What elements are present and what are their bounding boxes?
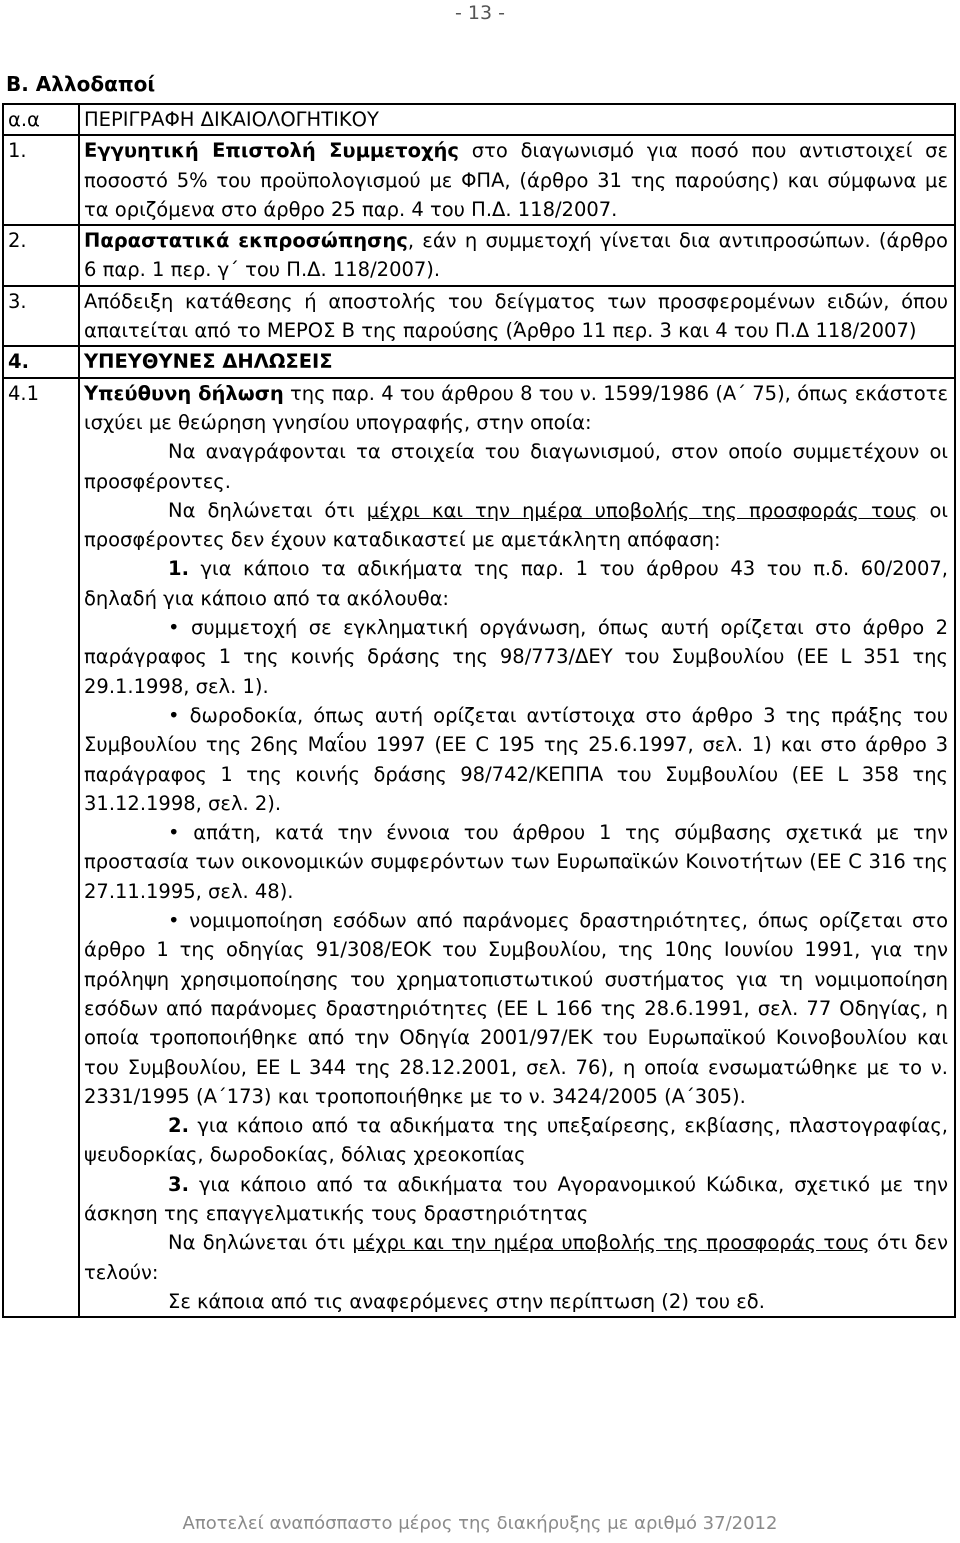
item-text: για κάποιο από τα αδικήματα του Αγορανομικού Κώδικα, σχετικό με την άσκηση της επαγγελματικής τους δραστηριότητας [84,1172,948,1225]
table-row [3,225,955,286]
bullet-item [84,818,948,906]
row-text [79,135,955,225]
header-description: ΠΕΡΙΓΡΑΦΗ ΔΙΚΑΙΟΛΟΓΗΤΙΚΟΥ [79,104,955,135]
table-row [3,286,955,347]
bullet-text: δωροδοκία, όπως αυτή ορίζεται αντίστοιχα στο άρθρο 3 της πράξης του Συμβουλίου της 26ης Μαΐου 1997 (ΕΕ C 195 της 25.6.1997, σελ. 1) και στο άρθρο 3 παράγραφος 1 της κοινής δράσης 98/742/ΚΕΠΠΑ του Συμβουλίου (ΕΕ L 358 της 31.12.1998, σελ. 2). [84,703,948,815]
footer-text: Αποτελεί αναπόσπαστο μέρος της διακήρυξης με αριθμό 37/2012 [182,1513,778,1534]
row-number: 2. [3,225,79,286]
list-item [84,1170,948,1229]
row-number: 4. [3,346,79,377]
bullet-text: νομιμοποίηση εσόδων από παράνομες δραστηριότητες, όπως ορίζεται στο άρθρο 1 της οδηγίας 91/308/ΕΟΚ του Συμβουλίου, της 10ης Ιουνίου 1991, για την πρόληψη χρησιμοποίησης του χρηματοπιστωτικού συστήματος για τη νομιμοποίηση εσόδων από παράνομες δραστηριότητες (ΕΕ L 166 της 28.6.1991, σελ. 77 Οδηγίας, η οποία τροποποιήθηκε από την Οδηγία 2001/97/ΕΚ του Ευρωπαϊκού Κοινοβουλίου και του Συμβουλίου, ΕΕ L 344 της 28.12.2001, σελ. 76), η οποία ενσωματώθηκε με το ν. 2331/1995 (Α΄173) και τροποποιήθηκε με το ν. 3424/2005 (Α΄305). [84,909,949,1108]
bullet-icon: • [168,909,180,933]
underlined-text: μέχρι και την ημέρα υποβολής της προσφοράς τους [366,498,918,522]
declaration-text [79,378,955,1318]
paragraph-text: ότι δεν τελούν: [84,1231,949,1284]
paragraph: Να αναγράφονται τα στοιχεία του διαγωνισμού, στον οποίο συμμετέχουν οι προσφέροντες. [84,440,948,493]
requirements-table [2,103,956,1318]
bold-term: Παραστατικά εκπροσώπησης [84,229,408,253]
paragraph: Σε κάποια από τις αναφερόμενες στην περίπτωση (2) του εδ. [168,1289,765,1313]
bullet-icon: • [168,821,180,845]
paragraph-text: οι προσφέροντες δεν έχουν καταδικαστεί με αμετάκλητη απόφαση: [84,498,948,552]
section-title: B. Αλλοδαποί [6,72,156,96]
bullet-text: απάτη, κατά την έννοια του άρθρου 1 της σύμβασης σχετικά με την προστασία των οικονομικών συμφερόντων των Ευρωπαϊκών Κοινοτήτων (ΕΕ C 316 της 27.11.1995, σελ. 48). [84,821,948,903]
row-number: 1. [3,135,79,225]
section-heading: ΥΠΕΥΘΥΝΕΣ ΔΗΛΩΣΕΙΣ [79,346,955,377]
row-number: 4.1 [3,378,79,1318]
bold-term: Εγγυητική Επιστολή Συμμετοχής [84,139,459,163]
row-number: 3. [3,286,79,347]
row-text: Απόδειξη κατάθεσης ή αποστολής του δείγματος των προσφερομένων ειδών, όπου απαιτείται από το ΜΕΡΟΣ Β της παρούσης (Άρθρο 11 περ. 3 και 4 του Π.Δ 118/2007) [79,286,955,347]
item-text: για κάποιο τα αδικήματα της παρ. 1 του άρθρου 43 του π.δ. 60/2007, δηλαδή για κάποιο από τα ακόλουθα: [84,557,948,610]
declaration-intro [84,379,948,438]
bullet-item [84,613,948,701]
table-row [3,378,955,1318]
item-number: 3. [168,1172,189,1196]
bullet-item [84,906,948,1111]
intro-text: της παρ. 4 του άρθρου 8 του ν. 1599/1986 (Α΄ 75), όπως εκάστοτε ισχύει με θεώρηση γνησίου υπογραφής, στην οποία: [84,381,948,434]
row-text [79,225,955,286]
list-item [84,1111,948,1170]
paragraph-text: Να δηλώνεται ότι [168,1231,353,1255]
list-item [84,554,948,613]
row-number: α.α [3,104,79,135]
item-text: για κάποιο από τα αδικήματα της υπεξαίρεσης, εκβίασης, πλαστογραφίας, ψευδορκίας, δωροδοκίας, δόλιας χρεοκοπίας [84,1114,948,1167]
item-number: 2. [168,1114,189,1138]
bullet-text: συμμετοχή σε εγκληματική οργάνωση, όπως αυτή ορίζεται στο άρθρο 2 παράγραφος 1 της κοινής δράσης της 98/773/ΔΕΥ του Συμβουλίου (ΕΕ L 351 της 29.1.1998, σελ. 1). [84,616,949,698]
bullet-icon: • [168,703,180,727]
bold-term: Υπεύθυνη δήλωση [84,381,284,405]
table-header-row [3,104,955,135]
page-number: - 13 - [455,2,505,24]
row-body-text: στο διαγωνισμό για ποσό που αντιστοιχεί σε ποσοστό 5% του προϋπολογισμού με ΦΠΑ, (άρθρο 31 της παρούσης) και σύμφωνα με τα οριζόμενα στο άρθρο 25 παρ. 4 του Π.Δ. 118/2007. [84,139,948,221]
bullet-icon: • [168,616,180,640]
paragraph-text: Να δηλώνεται ότι [168,498,367,522]
bullet-item [84,701,948,818]
item-number: 1. [168,557,189,581]
underlined-text: μέχρι και την ημέρα υποβολής της προσφοράς τους [352,1231,870,1255]
table-row [3,346,955,377]
row-body-text: , εάν η συμμετοχή γίνεται δια αντιπροσώπων. (άρθρο 6 παρ. 1 περ. γ΄ του Π.Δ. 118/2007). [84,229,948,282]
paragraph [84,1228,948,1287]
paragraph [84,496,948,555]
table-row [3,135,955,225]
